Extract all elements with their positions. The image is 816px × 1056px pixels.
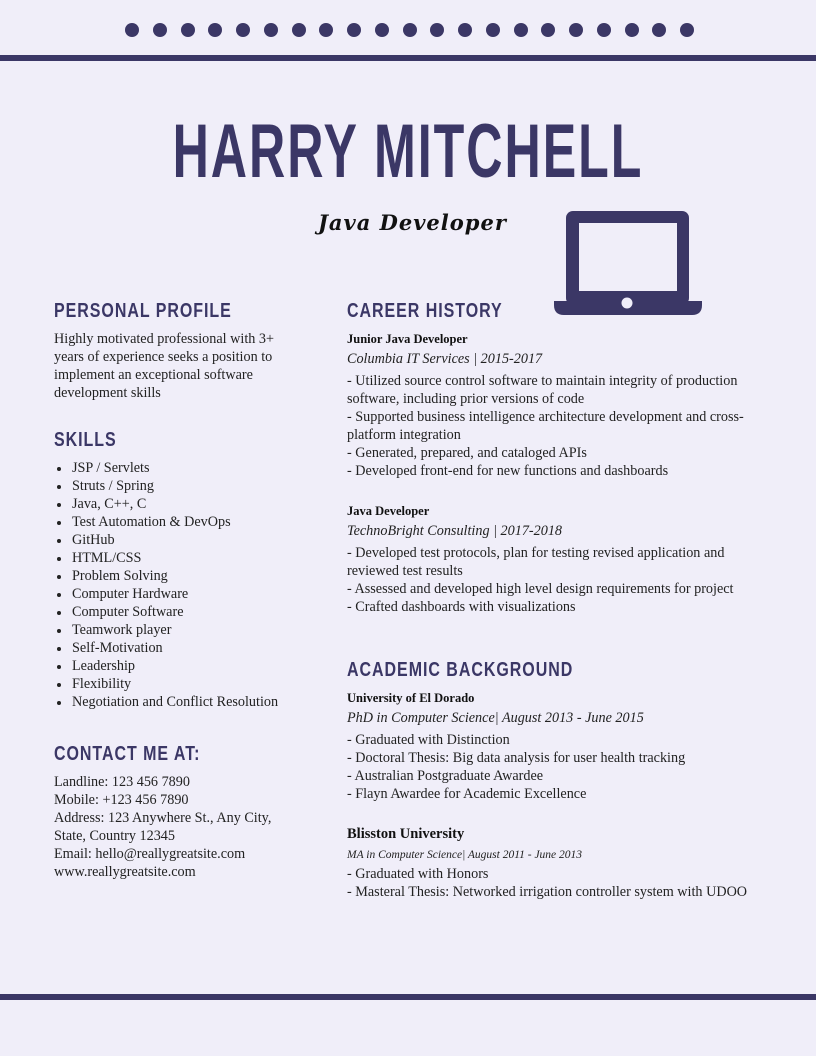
academic-background-section: [347, 659, 777, 901]
dot-icon: [597, 23, 611, 37]
job-company-dates: TechnoBright Consulting | 2017-2018: [347, 523, 563, 539]
skill-item: HTML/CSS: [54, 549, 304, 567]
dot-icon: [403, 23, 417, 37]
dot-icon: [292, 23, 306, 37]
address-line-2: State, Country 12345: [54, 828, 175, 844]
job-title: Java Developer: [347, 504, 430, 518]
mobile-number: Mobile: +123 456 7890: [54, 792, 189, 808]
education-entry: [347, 690, 777, 803]
degree-dates: PhD in Computer Science| August 2013 - June 2015: [347, 710, 644, 726]
section-heading: CAREER HISTORY: [347, 300, 503, 322]
contact-details: [54, 773, 304, 881]
job-company-dates: Columbia IT Services | 2015-2017: [347, 351, 543, 367]
dot-icon: [181, 23, 195, 37]
school-name: University of El Dorado: [347, 691, 475, 705]
skill-item: Negotiation and Conflict Resolution: [54, 693, 304, 711]
dot-icon: [430, 23, 444, 37]
job-bullet: - Supported business intelligence architecture development and cross-platform integration: [347, 409, 744, 443]
dot-icon: [375, 23, 389, 37]
skills-section: [54, 429, 304, 711]
address-line-1: Address: 123 Anywhere St., Any City,: [54, 810, 272, 826]
website-link[interactable]: www.reallygreatsite.com: [54, 864, 196, 880]
skill-item: Leadership: [54, 657, 304, 675]
dot-icon: [153, 23, 167, 37]
dot-icon: [680, 23, 694, 37]
job-role-title: Java Developer: [318, 210, 507, 235]
section-heading: CONTACT ME AT:: [54, 743, 201, 765]
email-address[interactable]: Email: hello@reallygreatsite.com: [54, 846, 246, 862]
job-bullet: - Crafted dashboards with visualizations: [347, 599, 576, 615]
dot-icon: [236, 23, 250, 37]
education-bullet: - Flayn Awardee for Academic Excellence: [347, 786, 587, 802]
personal-profile-section: [54, 300, 304, 402]
skills-list: [54, 459, 304, 711]
dot-icon: [125, 23, 139, 37]
skill-item: Java, C++, C: [54, 495, 304, 513]
dot-icon: [319, 23, 333, 37]
job-bullet: - Assessed and developed high level design requirements for project: [347, 581, 734, 597]
job-bullet: - Utilized source control software to maintain integrity of production software, including prior versions of code: [347, 373, 738, 407]
section-heading: ACADEMIC BACKGROUND: [347, 659, 574, 681]
job-bullets: [347, 544, 777, 616]
profile-summary: Highly motivated professional with 3+ years of experience seeks a position to implement an exceptional software development skills: [54, 331, 274, 401]
education-bullet: - Australian Postgraduate Awardee: [347, 768, 544, 784]
education-bullet: - Graduated with Honors: [347, 866, 489, 882]
dot-icon: [652, 23, 666, 37]
career-history-section: [347, 300, 777, 616]
education-bullet: - Doctoral Thesis: Big data analysis for user health tracking: [347, 750, 686, 766]
section-heading: PERSONAL PROFILE: [54, 300, 232, 322]
decorative-dot-row: [125, 23, 694, 37]
job-bullet: - Developed test protocols, plan for testing revised application and reviewed test results: [347, 545, 725, 579]
skill-item: Teamwork player: [54, 621, 304, 639]
dot-icon: [208, 23, 222, 37]
dot-icon: [347, 23, 361, 37]
dot-icon: [486, 23, 500, 37]
degree-dates: MA in Computer Science| August 2011 - June 2013: [347, 849, 583, 861]
candidate-name: HARRY MITCHELL: [172, 109, 644, 194]
skill-item: Computer Hardware: [54, 585, 304, 603]
job-bullet: - Generated, prepared, and cataloged APIs: [347, 445, 587, 461]
skill-item: Test Automation & DevOps: [54, 513, 304, 531]
education-bullets: [347, 731, 777, 803]
job-bullet: - Developed front-end for new functions and dashboards: [347, 463, 669, 479]
dot-icon: [458, 23, 472, 37]
bottom-divider-bar: [0, 994, 816, 1000]
dot-icon: [264, 23, 278, 37]
dot-icon: [514, 23, 528, 37]
skill-item: JSP / Servlets: [54, 459, 304, 477]
education-bullets: [347, 865, 777, 901]
skill-item: Self-Motivation: [54, 639, 304, 657]
education-bullet: - Graduated with Distinction: [347, 732, 510, 748]
dot-icon: [541, 23, 555, 37]
education-entry: [347, 825, 777, 901]
dot-icon: [569, 23, 583, 37]
education-bullet: - Masteral Thesis: Networked irrigation controller system with UDOO: [347, 884, 748, 900]
school-name: Blisston University: [347, 826, 465, 842]
landline-number: Landline: 123 456 7890: [54, 774, 190, 790]
skill-item: Problem Solving: [54, 567, 304, 585]
top-divider-bar: [0, 55, 816, 61]
job-entry: [347, 331, 777, 480]
contact-section: [54, 743, 304, 881]
job-entry: [347, 503, 777, 616]
job-title: Junior Java Developer: [347, 332, 468, 346]
skill-item: GitHub: [54, 531, 304, 549]
dot-icon: [625, 23, 639, 37]
skill-item: Flexibility: [54, 675, 304, 693]
section-heading: SKILLS: [54, 429, 117, 451]
job-bullets: [347, 372, 777, 480]
skill-item: Struts / Spring: [54, 477, 304, 495]
skill-item: Computer Software: [54, 603, 304, 621]
